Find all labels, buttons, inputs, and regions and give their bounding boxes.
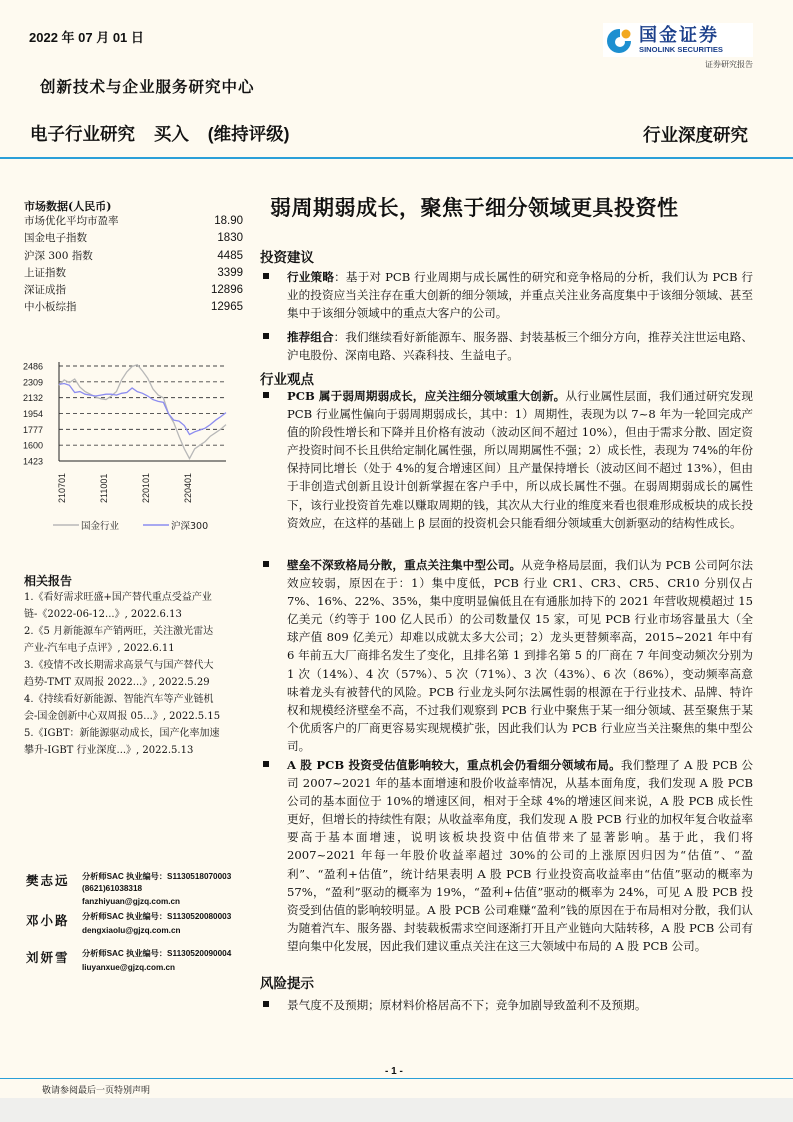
related-report-item[interactable]: 3.《疫情不改长期需求高景气与国产替代大 趋势-TMT 双周报 2022...》, 2022.5.29	[24, 660, 214, 688]
analyst-card	[26, 911, 256, 946]
related-report-item[interactable]: 1.《看好需求旺盛+国产替代重点受益产业 链-《2022-06-12...》, 2022.6.13	[24, 592, 212, 620]
x-tick-label: 211001	[99, 473, 109, 503]
bullet-text: 从竞争格局层面，我们认为 PCB 公司阿尔法效应较弱，原因在于：1）集中度低，PCB 行业 CR1、CR3、CR5、CR10 分别仅占 7%、16%、22%、35%，集中度明显偏低且在有通胀加持下的 2021 年营收规模超过 15 亿美元（约等于 100 亿人民币）的公司数量仅 15 家，可见 PCB 行业市场容量虽大（全球产值 809 亿美元）却难以成就太多大公司；2）龙头更替频率高，2015~2021 年中有 6 年前五大厂商排名发生了变化，且排名第 1 到排名第 5 的厂商在 7 年间变动频次分别为 1 次（14%）、4 次（57%）、5 次（71%）、3 次（43%）、6 次（86%），变动频率高意味着龙头有被替代的风险。PCB 行业龙头阿尔法属性弱的根源在于行业技术、品牌、特许权和规模经济壁垒不高，不过我们观察到 PCB 行业中聚焦于某一细分领域、甚至聚焦于某个优质客户的厂商更容易实现规模扩张，因此我们认为 PCB 行业应当关注聚焦的集中型公司。	[287, 558, 753, 753]
rating-label: 买入	[153, 124, 189, 144]
section-title: 行业观点	[260, 372, 314, 388]
research-center: 创新技术与企业服务研究中心	[40, 77, 255, 96]
section-title: 投资建议	[260, 250, 314, 266]
market-row	[24, 230, 243, 247]
legend-label: 沪深300	[171, 521, 209, 532]
market-label: 上证指数	[24, 266, 66, 279]
bullet-item	[263, 996, 753, 1014]
market-row	[24, 282, 243, 299]
bullet-text: 景气度不及预期；原材料价格居高不下；竞争加剧导致盈利不及预期。	[287, 998, 647, 1012]
market-value: 18.90	[214, 215, 243, 227]
bullet-square-icon	[263, 1001, 269, 1007]
analyst-email[interactable]: dengxiaolu@gjzq.com.cn	[82, 925, 181, 935]
x-tick-label: 210701	[57, 472, 67, 503]
rating-line	[30, 121, 303, 146]
market-label: 深证成指	[24, 284, 66, 297]
market-label: 中小板综指	[24, 301, 77, 314]
market-row	[24, 213, 243, 230]
y-tick-label: 1600	[23, 440, 44, 451]
market-value: 12965	[211, 301, 243, 314]
bullet-square-icon	[263, 273, 269, 279]
analyst-card	[26, 871, 256, 916]
y-tick-label: 2486	[23, 361, 44, 372]
market-row	[24, 265, 243, 282]
related-report-item[interactable]: 5.《IGBT：新能源驱动成长，国产化率加速 攀升-IGBT 行业深度...》, 2022.5.13	[24, 728, 220, 756]
bullet-lead: 行业策略	[287, 270, 335, 284]
analyst-name: 刘妍雪	[26, 950, 70, 965]
logo-mark-icon	[605, 25, 635, 55]
market-label: 市场优化平均市盈率	[24, 215, 119, 227]
analyst-info	[82, 911, 231, 936]
related-report-item[interactable]: 2.《5 月新能源车产销两旺，关注激光雷达 产业-汽车电子点评》, 2022.6.11	[24, 626, 214, 654]
analyst-card	[26, 948, 256, 983]
bullet-lead: PCB 属于弱周期弱成长，应关注细分领域重大创新。	[287, 389, 566, 403]
footer-disclaimer: 敬请参阅最后一页特别声明	[42, 1086, 151, 1096]
bullet-square-icon	[263, 333, 269, 339]
bullet-square-icon	[263, 392, 269, 398]
market-label: 沪深 300 指数	[24, 249, 93, 262]
related-reports-title: 相关报告	[24, 574, 73, 588]
market-value: 1830	[217, 232, 243, 245]
y-tick-label: 1423	[23, 456, 44, 467]
bullet-lead: 推荐组合	[287, 330, 334, 344]
footer-divider	[0, 1078, 793, 1079]
bullet-item	[263, 328, 753, 364]
report-date: 2022 年 07 月 01 日	[29, 30, 144, 45]
page-number: - 1 -	[385, 1066, 403, 1077]
market-row	[24, 299, 243, 316]
legend-label: 国金行业	[81, 521, 120, 532]
market-label: 国金电子指数	[24, 232, 87, 245]
analyst-email[interactable]: liuyanxue@gjzq.com.cn	[82, 962, 176, 972]
industry-label: 电子行业研究	[30, 124, 135, 144]
analyst-info	[82, 948, 231, 973]
market-data-table	[24, 213, 243, 317]
doc-type: 行业深度研究	[643, 126, 748, 146]
analyst-name: 邓小路	[26, 913, 70, 928]
bullet-text: ：我们继续看好新能源车、服务器、封装基板三个细分方向，推荐关注世运电路、沪电股份、深南电路、兴森科技、生益电子。	[287, 330, 753, 363]
bullet-square-icon	[263, 561, 269, 567]
header-divider	[0, 157, 793, 159]
market-value: 12896	[211, 284, 243, 297]
related-reports-list	[24, 589, 254, 759]
analyst-cert: 分析师SAC 执业编号：S1130520090004	[82, 949, 232, 958]
bullet-item	[263, 756, 753, 955]
line-chart	[15, 352, 240, 542]
bullet-text: ：基于对 PCB 行业周期与成长属性的研究和竞争格局的分析，我们认为 PCB 行业的投资应当关注存在重大创新的细分领域，并重点关注业务高度集中于该细分领域、甚至集中于该细分领域中的重点大客户的公司。	[287, 270, 753, 321]
market-value: 3399	[217, 266, 243, 279]
company-logo	[603, 23, 753, 70]
market-value: 4485	[217, 249, 243, 262]
analyst-phone: (8621)61038318	[82, 883, 143, 893]
analyst-cert: 分析师SAC 执业编号：S1130520080003	[82, 912, 232, 921]
analyst-email[interactable]: fanzhiyuan@gjzq.com.cn	[82, 897, 181, 906]
market-data-title: 市场数据(人民币)	[24, 200, 112, 213]
bullet-item	[263, 387, 753, 532]
x-tick-label: 220401	[183, 472, 193, 503]
y-tick-label: 1954	[23, 409, 44, 420]
report-headline: 弱周期弱成长，聚焦于细分领域更具投资性	[270, 195, 679, 220]
index-comparison-chart	[15, 352, 240, 542]
y-tick-label: 2132	[23, 393, 44, 404]
y-tick-label: 1777	[23, 424, 44, 435]
series-line	[59, 365, 226, 459]
bullet-lead: A 股 PCB 投资受估值影响较大，重点机会仍看细分领域布局。	[287, 758, 621, 772]
y-tick-label: 2309	[23, 377, 44, 388]
market-row	[24, 248, 243, 265]
analyst-name: 樊志远	[26, 873, 70, 888]
bullet-text: 从行业属性层面，我们通过研究发现 PCB 行业属性偏向于弱周期弱成长，其中：1）周期性，表现为以 7~8 年为一轮回完成产值的阶段性增长和下降并且价格有波动（波动区间不超过 10%），但由于需求分散、固定资产投资时间不长且供给定制化属性强，所以周期属性不强；2）成长性，表现为 74%的年份保持同比增长（处于 4%的复合增速区间）且产量保持增长（波动区间不超过 13%），但由于非创造式创新且设计创新掌握在客户手中，所以成长属性不强。在弱周期弱成长的属性下，该行业投资首先难以赚取周期的钱，其次从大行业的维度来看也很难形成板块的成长投资效应，在这样的基础上 β 层面的投资机会只能看细分领域重大创新驱动的结构性成长。	[287, 389, 753, 530]
bullet-square-icon	[263, 761, 269, 767]
analyst-cert: 分析师SAC 执业编号：S1130518070003	[82, 872, 232, 881]
bullet-item	[263, 556, 753, 755]
bullet-text: 我们整理了 A 股 PCB 公司 2007~2021 年的基本面增速和股价收益率情况，从基本面角度，我们发现 A 股 PCB 公司的基本面位于 10%的增速区间，相对于全球 4%的增速区间来说，A 股 PCB 成长性更好，但增长的持续性有限；从收益率角度，我们发现 A 股 PCB 行业的加权年复合收益率要高于基本面增速，说明该板块投资中估值带来了显著影响。基于此，我们将 2007~2021 年每一年股价收益率超过 30%的公司的上涨原因归因为“估值”、“盈利”、“盈利+估值”，统计结果表明 A 股 PCB 行业投资高收益率由“估值”驱动的概率为 57%，“盈利”驱动的概率为 19%，“盈利+估值”驱动的概率为 24%，可见 A 股 PCB 投资受到估值的影响较明显。A 股 PCB 公司难赚“盈利”钱的原因在于布局相对分散，我们认为随着汽车、服务器、封装载板需求空间逐渐打开且产业链向大陆转移，A 股 PCB 公司有望向集中化发展，因此我们建议重点关注在这三大领域中布局的 A 股 PCB 公司。	[287, 758, 753, 953]
logo-name-en: SINOLINK SECURITIES	[639, 45, 723, 54]
rating-note: (维持评级)	[207, 124, 290, 144]
analyst-info	[82, 871, 231, 908]
logo-subtitle: 证券研究报告	[705, 60, 753, 69]
related-report-item[interactable]: 4.《持续看好新能源、智能汽车等产业链机 会-国金创新中心双周报 05...》, 2022.5.15	[24, 694, 221, 722]
bullet-item	[263, 268, 753, 322]
section-title: 风险提示	[260, 976, 314, 992]
logo-name-cn: 国金证券	[639, 25, 719, 45]
bullet-lead: 壁垒不深致格局分散，重点关注集中型公司。	[287, 558, 522, 572]
x-tick-label: 220101	[141, 472, 151, 503]
